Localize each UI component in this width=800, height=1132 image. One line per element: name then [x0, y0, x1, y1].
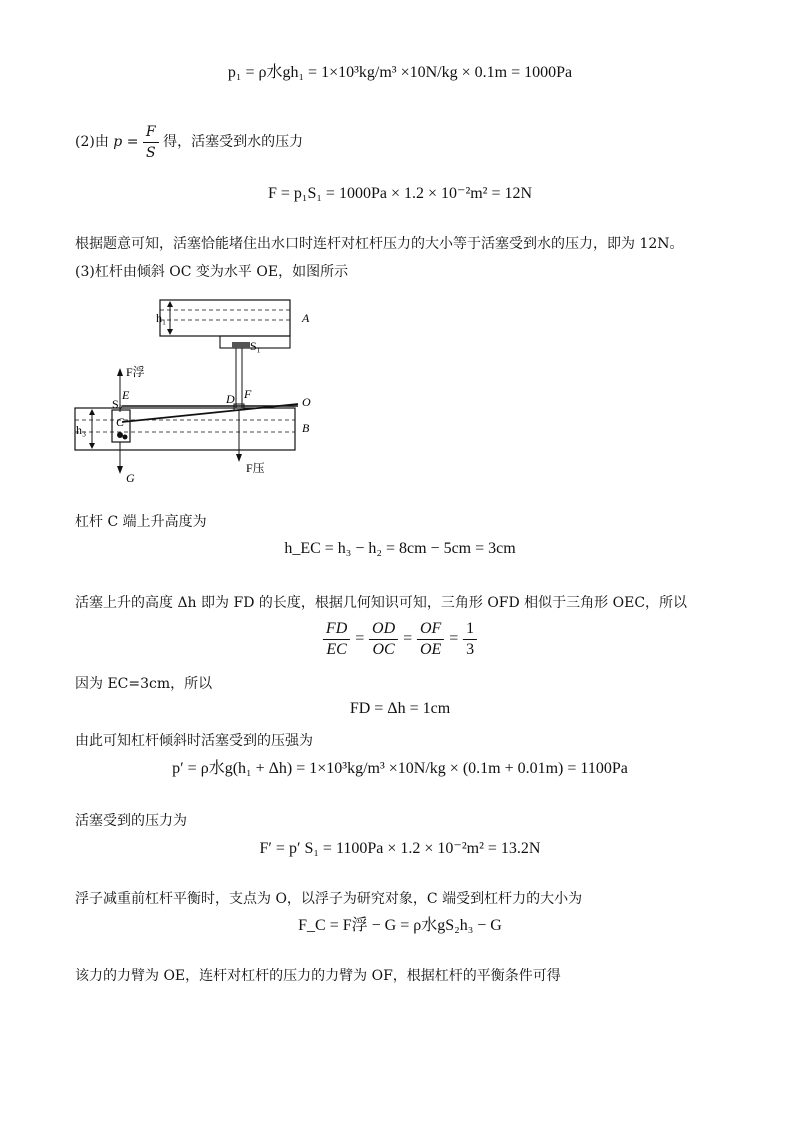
equation-F-prime-text: F′ = p′ S₁ = 1100Pa × 1.2 × 10⁻²m² = 13.2N	[259, 840, 541, 857]
label-h3: h₃	[76, 423, 87, 437]
label-F-float: F浮	[126, 365, 145, 379]
paragraph-arm: 该力的力臂为 OE，连杆对杠杆的压力的力臂为 OF，根据杠杆的平衡条件可得	[75, 968, 561, 984]
part2-line	[75, 120, 303, 164]
label-G: G	[126, 471, 135, 485]
part2-fraction	[143, 122, 159, 163]
equation-p1-text: p₁ = ρ水gh₁ = 1×10³kg/m³ ×10N/kg × 0.1m = 1000Pa	[227, 64, 573, 81]
ratio-4: $\frac{1}{3}$	[463, 619, 477, 660]
equation-ratio: $\frac{FD}{EC}$ = $\frac{OD}{OC}$ = $\frac{OF}{OE}$ = $\frac{1}{3}$	[323, 617, 477, 661]
paragraph-EC: 因为 EC=3cm，所以	[75, 676, 213, 692]
equation-p-prime	[172, 758, 628, 780]
part2-p: p =	[113, 134, 139, 150]
label-S2: S₂	[112, 397, 123, 411]
ratio-1: $\frac{FD}{EC}$	[323, 619, 350, 660]
paragraph-float: 浮子减重前杠杆平衡时，支点为 O，以浮子为研究对象，C 端受到杠杆力的大小为	[75, 891, 583, 907]
equation-p-prime-text: p′ = ρ水g(h₁ + Δh) = 1×10³kg/m³ ×10N/kg × (0.1m + 0.01m) = 1100Pa	[172, 760, 628, 777]
label-A: A	[302, 311, 310, 325]
equation-hEC	[284, 538, 515, 560]
label-B: B	[302, 421, 310, 435]
equation-F-text: F = p₁S₁ = 1000Pa × 1.2 × 10⁻²m² = 12N	[267, 185, 533, 202]
part2-prefix: (2)由	[75, 134, 109, 150]
equation-p1	[228, 62, 572, 84]
paragraph-piston-rise: 活塞上升的高度 Δh 即为 FD 的长度，根据几何知识可知，三角形 OFD 相似于三角形 OEC，所以	[75, 595, 688, 611]
label-h1: h₁	[156, 311, 167, 325]
tank-b	[75, 408, 295, 450]
ratio-2: $\frac{OD}{OC}$	[369, 619, 398, 660]
label-O: O	[302, 395, 311, 409]
label-D: D	[226, 392, 235, 406]
equation-F	[268, 183, 532, 205]
equation-hEC-text: h_EC = h₃ − h₂ = 8cm − 5cm = 3cm	[284, 540, 516, 557]
lever-diagram	[70, 290, 330, 490]
part2-suffix: 得，活塞受到水的压力	[163, 134, 304, 150]
paragraph-C-rise: 杠杆 C 端上升高度为	[75, 514, 207, 530]
label-S1: S₁	[250, 339, 261, 353]
piston-s1	[232, 342, 250, 348]
fraction-denominator: S	[145, 144, 156, 161]
paragraph-12N: 根据题意可知，活塞恰能堵住出水口时连杆对杠杆压力的大小等于活塞受到水的压力，即为 12N。	[75, 236, 684, 252]
paragraph-force: 活塞受到的压力为	[75, 813, 187, 829]
equation-Fc-text: F_C = F浮 − G = ρ水gS₂h₃ − G	[298, 917, 502, 934]
equation-FD-text: FD = Δh = 1cm	[349, 700, 451, 717]
label-E: E	[122, 388, 130, 402]
equation-Fc	[298, 915, 502, 937]
ratio-3: $\frac{OF}{OE}$	[417, 619, 444, 660]
label-F-press: F压	[246, 461, 265, 475]
tank-a	[160, 300, 290, 336]
paragraph-pressure: 由此可知杠杆倾斜时活塞受到的压强为	[75, 733, 313, 749]
label-C: C	[116, 415, 125, 429]
equation-F-prime	[260, 838, 541, 860]
paragraph-part3: (3)杠杆由倾斜 OC 变为水平 OE，如图所示	[75, 264, 349, 280]
equation-FD	[350, 698, 450, 720]
label-F: F	[244, 387, 252, 401]
fraction-numerator: F	[143, 122, 159, 143]
